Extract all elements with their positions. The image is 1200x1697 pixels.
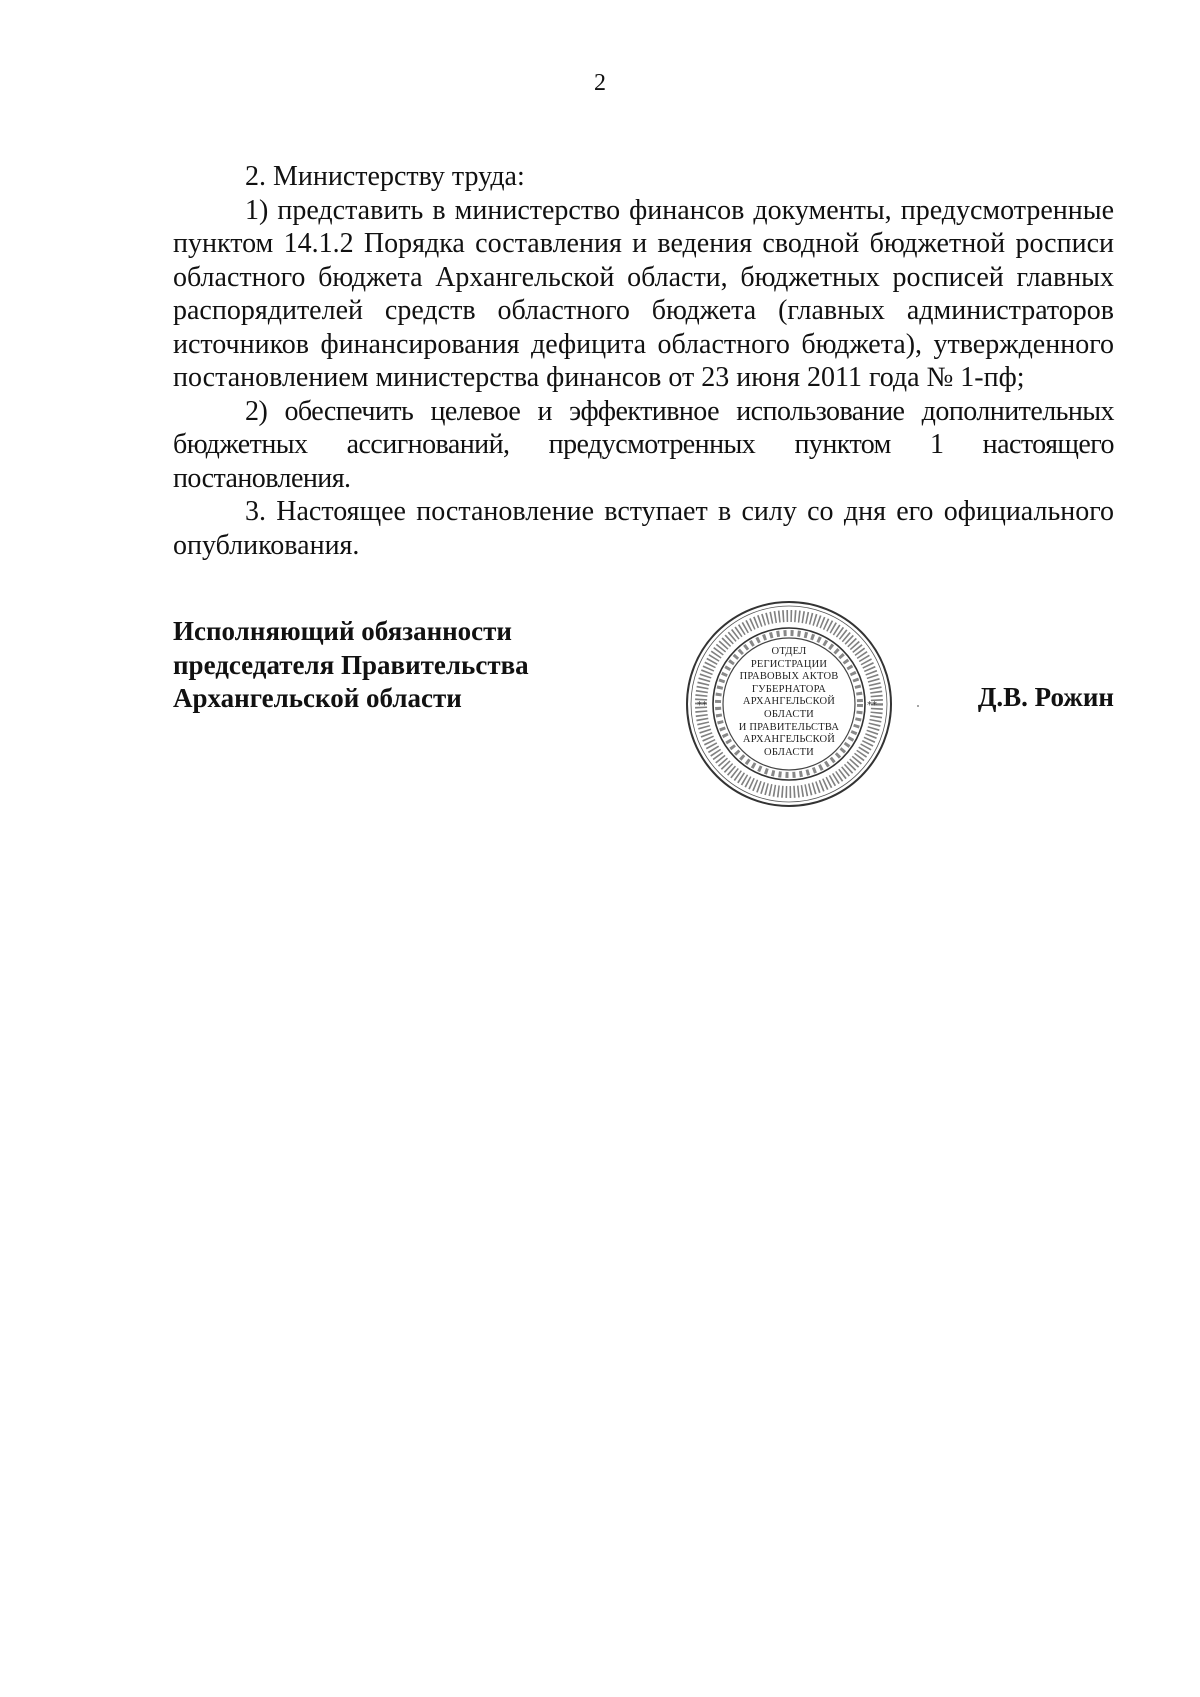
paragraph: 1) представить в министерство финансов документы, предусмотренные пунктом 14.1.2 Порядка составления и ведения сводной бюджетной росписи областного бюджета Архангельской области, бюджетных росписей главных распорядителей средств областного бюджета (главных администраторов источников финансирования дефицита областного бюджета), утвержденного постановлением министерства финансов от 23 июня 2011 года № 1-пф;	[173, 194, 1114, 393]
position-line: Архангельской области	[173, 683, 462, 713]
paragraph: 2) обеспечить целевое и эффективное использование дополнительных бюджетных ассигнований, предусмотренных пунктом 1 настоящего постановления.	[173, 395, 1114, 494]
position-line: председателя Правительства	[173, 649, 529, 680]
position-line: Исполняющий обязанности	[173, 616, 512, 646]
scan-artifact	[917, 705, 919, 707]
paragraph: 3. Настоящее постановление вступает в силу со дня его официального опубликования.	[173, 496, 1114, 561]
signatory-position	[173, 615, 593, 716]
seal-text: ОТДЕЛ РЕГИСТРАЦИИ ПРАВОВЫХ АКТОВ ГУБЕРНАТОРА АРХАНГЕЛЬСКОЙ ОБЛАСТИ И ПРАВИТЕЛЬСТВА АРХАНГЕЛЬСКОЙ ОБЛАСТИ	[738, 646, 840, 758]
svg-text:**: **	[867, 700, 877, 711]
svg-text:**: **	[697, 700, 707, 711]
paragraph: 2. Министерству труда:	[245, 161, 525, 192]
official-seal	[683, 598, 895, 810]
document-body	[173, 160, 1114, 562]
signer-name: Д.В. Рожин	[977, 682, 1114, 712]
page-number: 2	[594, 70, 606, 96]
